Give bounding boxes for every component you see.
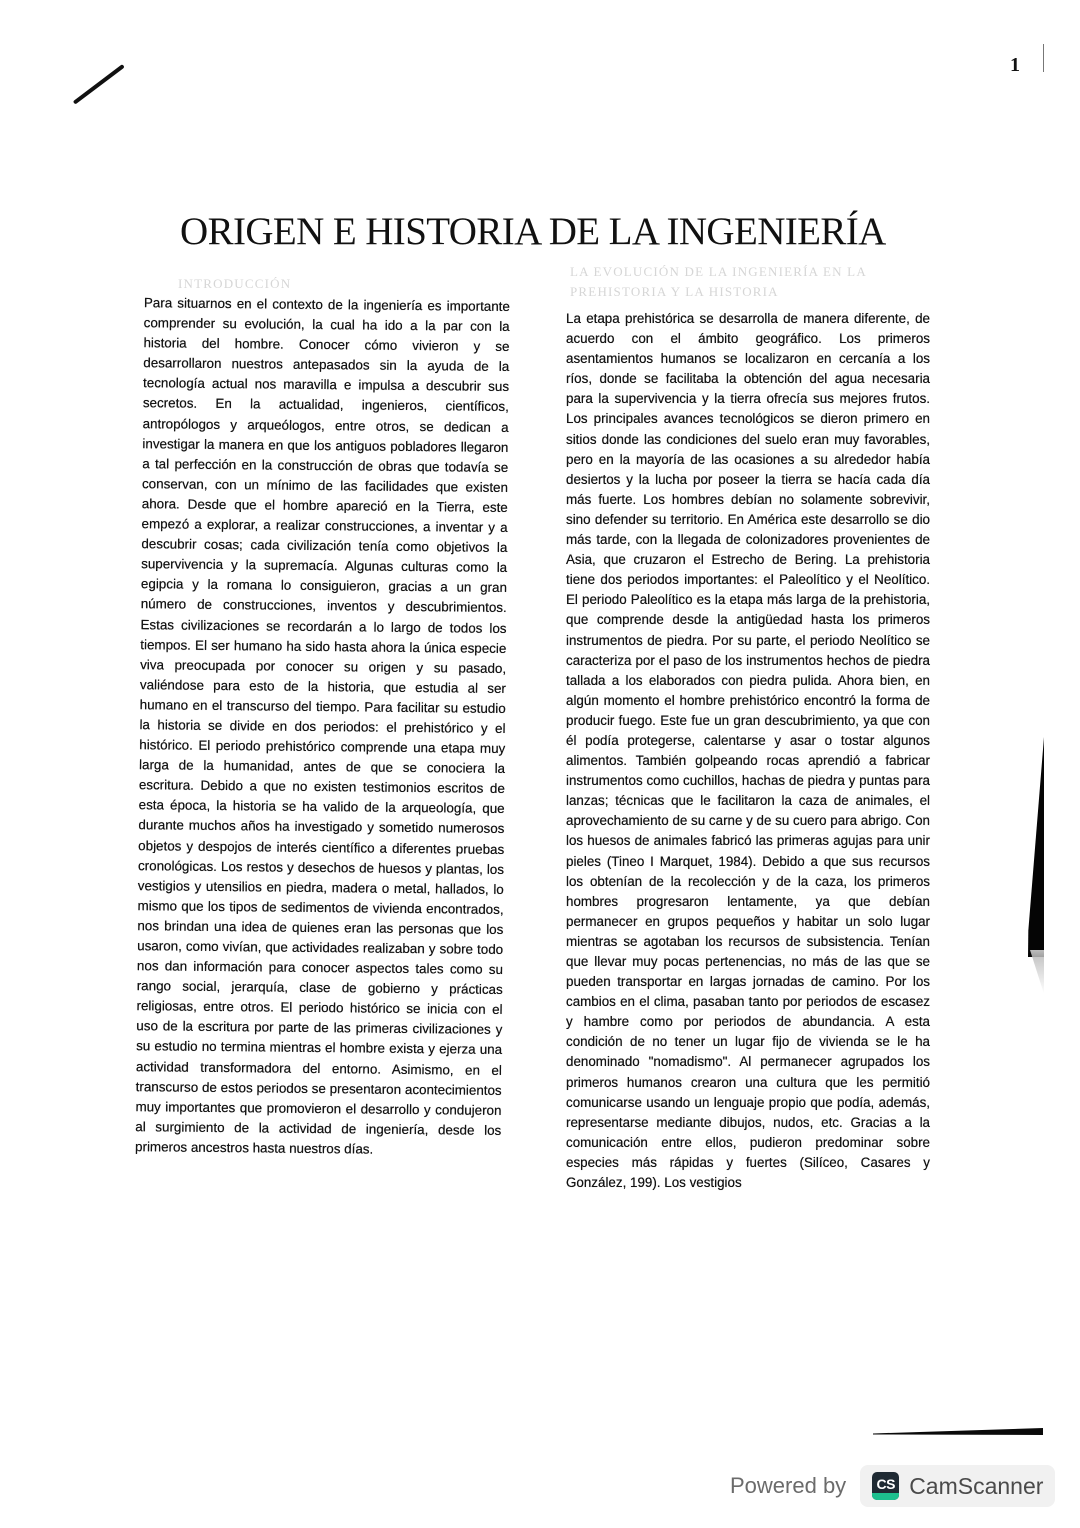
- pen-stroke-mark: [73, 64, 125, 105]
- logo-text: CS: [876, 1476, 895, 1492]
- page-number: 1: [1010, 54, 1020, 76]
- scan-shadow-edge: [1028, 737, 1044, 957]
- powered-by-label: Powered by: [730, 1473, 847, 1498]
- right-column-text: La etapa prehistórica se desarrolla de manera diferente, de acuerdo con el ámbito geográfico. Los primeros asentamientos humanos se localizaron en cercanía a los ríos, donde se facilitaba la obtención del agua necesaria para la supervivencia y la tierra ofrecía sus mejores frutos. Los principales avances tecnológicos se dieron primero en sitios donde las condiciones del suelo eran muy favorables, pero en la mayoría de las ocasiones a su alrededor había desiertos y la lucha por poseer la tierra se hacía cada día más fuerte. Los hombres debían no solamente sobrevivir, sino defender su territorio. En América este desarrollo se dio más tarde, con la llegada de colonizadores provenientes de Asia, que cruzaron el Estrecho de Bering. La prehistoria tiene dos periodos importantes: el Paleolítico y el Neolítico. El periodo Paleolítico es la etapa más larga de la prehistoria, que comprende desde la antigüedad hasta los primeros instrumentos de piedra. Por su parte, el periodo Neolítico se caracteriza por el paso de los instrumentos hechos de piedra tallada a los elaborados con piedra pulida. Ahora bien, en algún momento el hombre prehistórico encontró la forma de producir fuego. Este fue un gran descubrimiento, ya que con él podía protegerse, calentarse y asar o tostar algunos alimentos. También golpeando rocas aprendió a fabricar instrumentos como cuchillos, hachas de piedra y puntas para lanzas; técnicas que le facilitaron la caza de animales, el aprovechamiento de su carne y de su cuero para abrigo. Con los huesos de animales fabricó las primeras agujas para unir pieles (Tineo I Marquet, 1984). Debido a que sus recursos los obtenían de la recolección y de la caza, los primeros hombres progresaron lentamente, ya que debían permanecer en grupos pequeños y habitar un solo lugar mientras se agotaban los recursos de subsistencia. Tenían que llevar muy pocas pertenencias, no más de las que se pueden transportar en largas jornadas de camino. Por los cambios en el clima, pasaban tanto por periodos de escasez y hambre como por periodos de abundancia. A esta condición de no tener un lugar fijo de vivienda se le ha denominado "nomadismo". Al permanecer agrupados los primeros humanos crearon una cultura que les permitió comunicarse usando un lenguaje propio que podía, además, representarse mediante dibujos, nudos, etc. Gracias a la comunicación entre ellos, pudieron predominar sobre especies más rápidas y fuertes (Silíceo, Casares y González, 199). Los vestigios: [566, 311, 930, 1191]
- right-subheading-faded: LA EVOLUCIÓN DE LA INGENIERÍA EN LA PREHISTORIA Y LA HISTORIA: [570, 264, 867, 299]
- camscanner-watermark: [730, 1465, 1055, 1507]
- camscanner-badge: [860, 1465, 1055, 1507]
- scan-bottom-stroke: [873, 1428, 1043, 1435]
- left-column-text: Para situarnos en el contexto de la ingeniería es importante comprender su evolución, la cual ha ido a la par con la historia del hombre. Conocer cómo vivieron y se desarrollaron nuestros antepasados sin la ayuda de la tecnología actual nos maravilla e impulsa a descubrir sus secretos. En la actualidad, ingenieros, científicos, antropólogos y arqueólogos, entre otros, se dedican a investigar la manera en que los antiguos pobladores llegaron a tal perfección en la construcción de obras que todavía se conservan, con un mínimo de las facilidades que existen ahora. Desde que el hombre apareció en la Tierra, este empezó a explorar, a realizar construcciones, a inventar y a descubrir cosas; cada civilización tenía como objetivos la supervivencia y la supremacía. Algunas culturas como la egipcia y la romana lo consiguieron, gracias a un gran número de construcciones, inventos y descubrimientos. Estas civilizaciones se recordarán a lo largo de todos los tiempos. El ser humano ha sido hasta ahora la única especie viva preocupada por conocer su origen y su pasado, valiéndose para esto de la historia, que estudia al ser humano en el transcurso del tiempo. Para facilitar su estudio la historia se divide en dos periodos: el prehistórico y el histórico. El periodo prehistórico comprende una etapa muy larga de la humanidad, antes de que se conociera la escritura. Debido a que no existen testimonios escritos de esta época, la historia se ha valido de la arqueología, que durante muchos años ha investigado y sometido numerosos objetos y despojos de interés científico a diferentes pruebas cronológicas. Los restos y desechos de huesos y plantas, los vestigios y utensilios en piedra, madera o metal, hallados, lo mismo que los tipos de sedimentos de vivienda encontrados, nos brindan una idea de quienes eran las personas que los usaron, como vivían, que actividades realizaban y sobre todo nos dan información para conocer aspectos tales como su rango social, jerarquía, clase de gobierno y prácticas religiosas, entre otros. El periodo histórico se inicia con el uso de la escritura por parte de las primeras civilizaciones y su estudio no termina mientras el hombre exista y ejerza una actividad transformadora del entorno. Asimismo, en el transcurso de estos periodos se presentaron acontecimientos muy importantes que promovieron el desarrollo y condujeron al surgimiento de la actividad de ingeniería, desde los primeros ancestros hasta nuestros días.: [135, 295, 510, 1157]
- page-title: ORIGEN E HISTORIA DE LA INGENIERÍA: [180, 210, 886, 253]
- scan-edge-line: [1043, 44, 1044, 72]
- camscanner-logo-icon: [872, 1472, 899, 1500]
- left-subheading-faded: INTRODUCCIÓN: [178, 276, 292, 291]
- brand-name: CamScanner: [909, 1472, 1044, 1499]
